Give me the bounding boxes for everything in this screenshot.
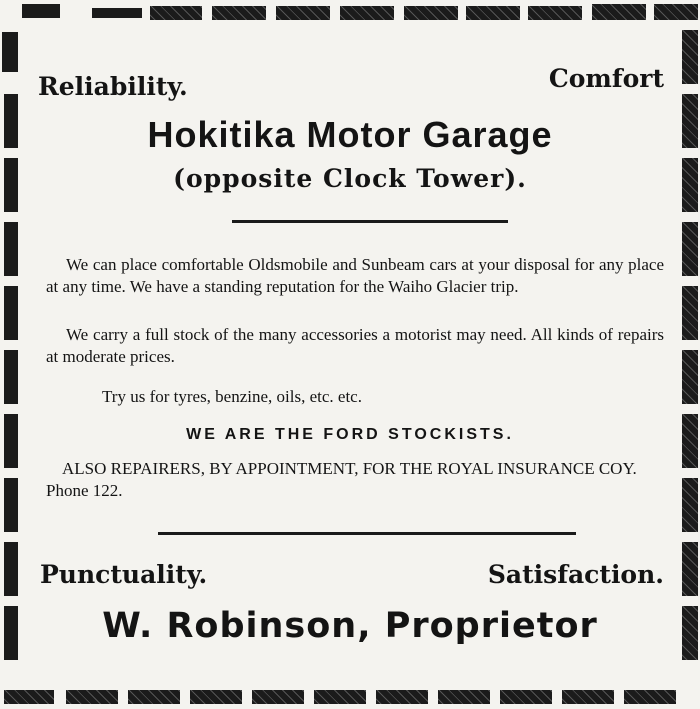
paragraph-tyres: Try us for tyres, benzine, oils, etc. etc. [102,387,362,406]
ad-title: Hokitika Motor Garage [147,114,553,155]
ad-subtitle: (opposite Clock Tower). [173,164,527,193]
bottom-border [0,686,700,708]
top-border [0,0,700,22]
ford-stockists-banner: WE ARE THE FORD STOCKISTS. [186,426,514,443]
right-border [676,22,700,686]
advertisement [24,22,676,686]
corner-reliability: Reliability. [38,72,188,101]
paragraph-repairers: ALSO REPAIRERS, BY APPOINTMENT, FOR THE ROYAL INSURANCE COY. Phone 122. [46,459,637,500]
corner-satisfaction: Satisfaction. [487,560,664,589]
corner-comfort: Comfort [548,64,664,93]
proprietor-name: W. Robinson, Proprietor [102,606,598,646]
divider-top [232,220,508,223]
divider-bottom [158,532,576,535]
paragraph-cars: We can place comfortable Oldsmobile and Sunbeam cars at your disposal for any place at any time. We have a standing reputation for the Waiho Glacier trip. [46,255,664,296]
paragraph-accessories: We carry a full stock of the many accessories a motorist may need. All kinds of repairs at moderate prices. [46,325,664,366]
corner-punctuality: Punctuality. [40,560,208,589]
left-border [0,22,24,686]
